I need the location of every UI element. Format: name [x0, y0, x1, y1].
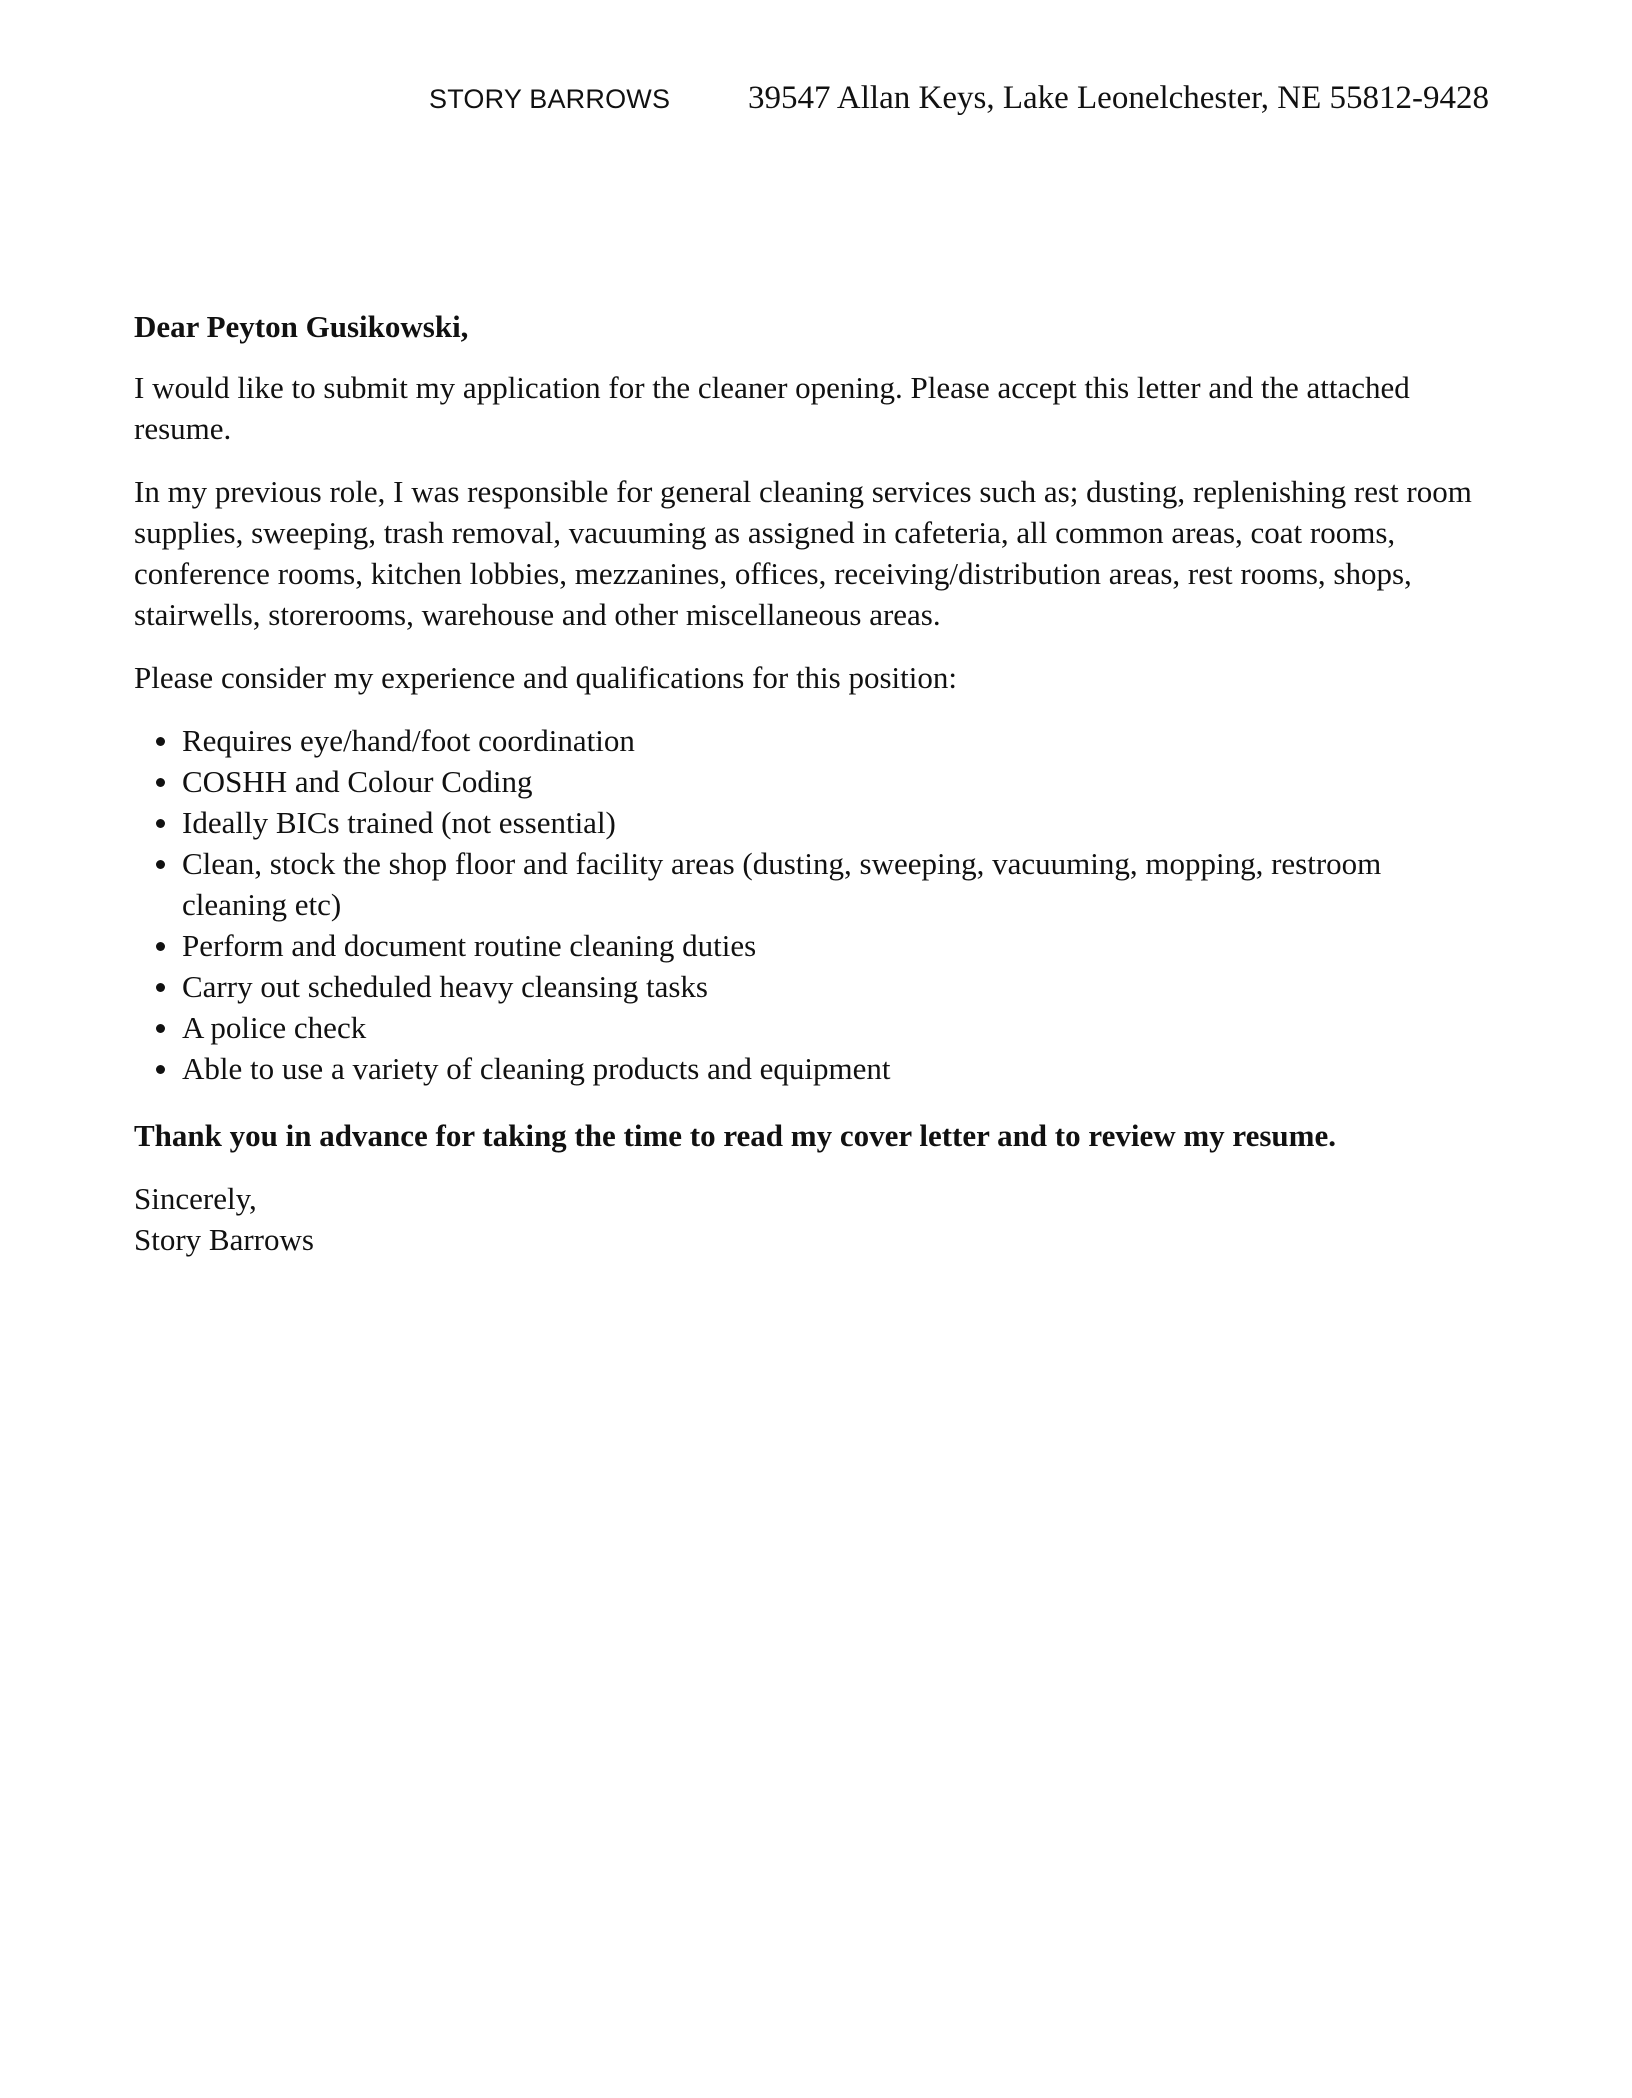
- letter-body: [134, 306, 1494, 1260]
- thanks-paragraph: Thank you in advance for taking the time to read my cover letter and to review my resume.: [134, 1118, 1337, 1153]
- sender-address: 39547 Allan Keys, Lake Leonelchester, NE 55812-9428: [748, 80, 1489, 116]
- qualification-item: Carry out scheduled heavy cleansing tasks: [182, 966, 1494, 1007]
- qualification-item: Ideally BICs trained (not essential): [182, 802, 1494, 843]
- qualification-item: Able to use a variety of cleaning products and equipment: [182, 1048, 1494, 1089]
- signature-name: Story Barrows: [134, 1222, 314, 1257]
- experience-paragraph: In my previous role, I was responsible for general cleaning services such as; dusting, replenishing rest room supplies, sweeping, trash removal, vacuuming as assigned in cafeteria, all common areas, coat rooms, conference rooms, kitchen lobbies, mezzanines, offices, receiving/distribution areas, rest rooms, shops, stairwells, storerooms, warehouse and other miscellaneous areas.: [134, 474, 1472, 632]
- qualification-item: Clean, stock the shop floor and facility areas (dusting, sweeping, vacuuming, mopping, restroom cleaning etc): [182, 843, 1494, 925]
- qualification-item: Requires eye/hand/foot coordination: [182, 720, 1494, 761]
- letter-header: [0, 80, 1632, 124]
- qualification-item: A police check: [182, 1007, 1494, 1048]
- intro-paragraph: I would like to submit my application for the cleaner opening. Please accept this letter and the attached resume.: [134, 370, 1410, 446]
- qualification-item: Perform and document routine cleaning duties: [182, 925, 1494, 966]
- qualification-item: COSHH and Colour Coding: [182, 761, 1494, 802]
- valediction: Sincerely,: [134, 1181, 257, 1216]
- qualifications-list: [134, 720, 1494, 1089]
- qualifications-intro: Please consider my experience and qualifications for this position:: [134, 660, 957, 695]
- sender-name: STORY BARROWS: [429, 84, 671, 114]
- greeting: Dear Peyton Gusikowski,: [134, 309, 469, 344]
